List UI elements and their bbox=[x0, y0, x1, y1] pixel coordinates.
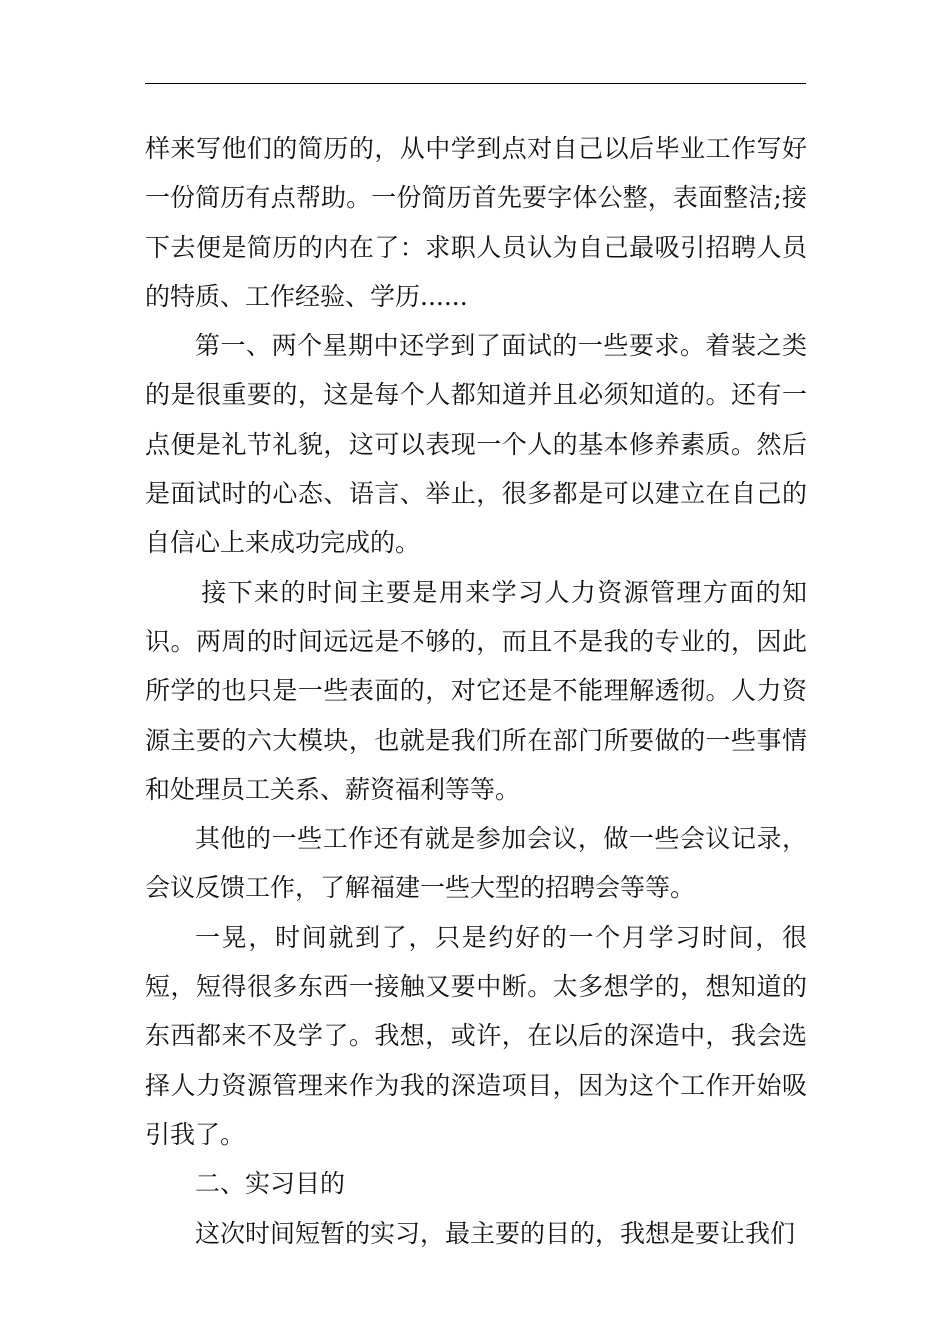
section-heading-internship-purpose: 二、实习目的 bbox=[195, 1169, 346, 1199]
paragraph-purpose-intro: 这次时间短暂的实习，最主要的目的，我想是要让我们 bbox=[195, 1218, 796, 1248]
paragraph-resume-continuation: 样来写他们的简历的，从中学到点对自己以后毕业工作写好一份简历有点帮助。一份简历首先要字体公整，表面整洁;接下去便是简历的内在了：求职人员认为自己最吸引招聘人员的特质、工作经验、学历...... bbox=[145, 134, 807, 311]
document-body bbox=[145, 124, 807, 1258]
paragraph-time-passed: 一晃，时间就到了，只是约好的一个月学习时间，很短，短得很多东西一接触又要中断。太多想学的，想知道的东西都来不及学了。我想，或许，在以后的深造中，我会选择人力资源管理来作为我的深造项目，因为这个工作开始吸引我了。 bbox=[145, 922, 807, 1149]
header-rule bbox=[145, 83, 806, 84]
paragraph-interview-requirements: 第一、两个星期中还学到了面试的一些要求。着装之类的是很重要的，这是每个人都知道并且必须知道的。还有一点便是礼节礼貌，这可以表现一个人的基本修养素质。然后是面试时的心态、语言、举止，很多都是可以建立在自己的自信心上来成功完成的。 bbox=[145, 331, 807, 558]
paragraph-hr-knowledge: 接下来的时间主要是用来学习人力资源管理方面的知识。两周的时间远远是不够的，而且不是我的专业的，因此所学的也只是一些表面的，对它还是不能理解透彻。人力资源主要的六大模块，也就是我们所在部门所要做的一些事情和处理员工关系、薪资福利等等。 bbox=[145, 577, 807, 804]
paragraph-other-work: 其他的一些工作还有就是参加会议，做一些会议记录，会议反馈工作，了解福建一些大型的招聘会等等。 bbox=[145, 824, 807, 903]
